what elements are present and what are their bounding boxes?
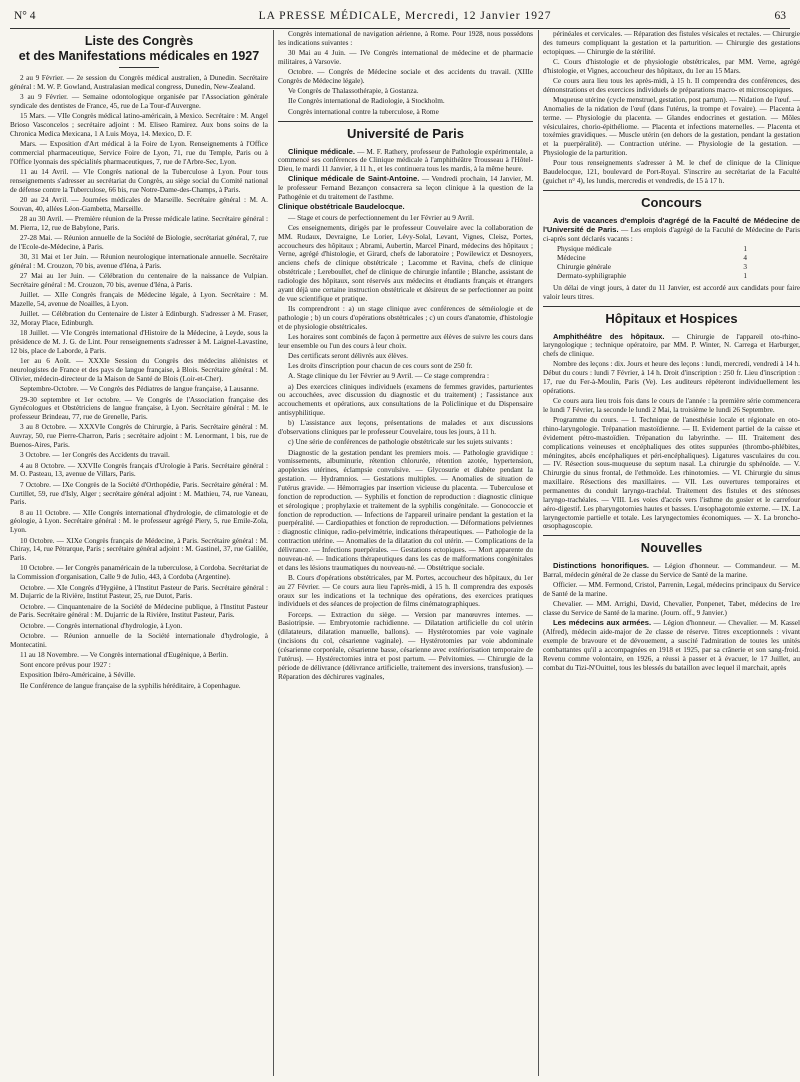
congress-entry: 10 Octobre. — Ier Congrès panaméricain de la tuberculose, à Cordoba. Secrétariat de la Commission d'organisation, Calle 9 de Julio, 443, à Cordoba (Argentine). [10,564,268,582]
congress-list-continued [278,30,533,117]
running-head [10,10,790,29]
congress-entry: Sont encore prévus pour 1927 : [20,661,111,670]
congress-entry: IIe Congrès international de Radiologie, à Stockholm. [288,97,445,106]
article-paragraph: Programme du cours. — I. Technique de l'anesthésie locale et régionale en oto-rhino-laryngologie. Trépanation mastoïdienne. — II. Evidement partiel de la caisse et évidement pétro-mastoïdien. Trépanation du labyrinthe. — III. Traitement des complications veineuses et encéphaliques des otites suppurées (thrombo-phlébites, méningites, abcès encéphaliques et péri-encéphaliques). Ligatures vasculaires du cou. — IV. Résection sous-muqueuse du septum nasal. La chirurgie du sphénoïde. — V. Chirurgie du sinus frontal, de l'ethmoïde. Les rhinotomies. — VI. Chirurgie du sinus maxillaire. Résections des maxillaires. — VII. Les ouvertures temporaires et permanentes du conduit laryngo-trachéal. Traitement des fistules et des sténoses laryngo-trachéales. — VIII. Les voies d'accès vers l'isthme du gosier et le carrefour aéro-digestif. Les pharyngotomies hautes et basses. L'œsophagotomie externe. — IX. La laryngectomie partielle et totale. Les laryngectomies économiques. — X. La broncho-œsophagoscopie. [543,416,800,531]
vacancy-label: Dermato-syphiligraphie [557,271,627,280]
congress-entry: 7 Octobre. — IXe Congrès de la Société d'Orthopédie, Paris. Secrétaire général : M. Curtillet, 59, rue d'Isly, Alger ; secrétaire général adjoint : M. Mathieu, 74, rue Vaneau, Paris. [10,480,268,507]
vacancy-count: 1 [743,245,747,254]
vacancy-row [557,254,747,263]
article-paragraph: C. Cours d'histologie et de physiologie obstétricales, par MM. Verne, agrégé d'histologie, et Vignes, accoucheur des hôpitaux, du 1er au 15 Mars. [543,57,800,75]
article-paragraph: Ils comprendront : a) un stage clinique avec conférences de séméiologie et de pathologie ; b) un cours d'opérations obstétricales ; c) un cours d'anatomie, d'histologie et de physiologie obstétricales. [278,304,533,331]
issue-number: N° 4 [14,10,36,22]
congress-entry: 3 au 9 Février. — Semaine odontologique organisée par l'Association générale syndicale des dentistes de France, 45, rue de La Tour-d'Auvergne. [10,93,268,110]
congress-entry: Juillet. — Célébration du Centenaire de Lister à Edinburgh. S'adresser à M. Fraser, 32, Moray Place, Edinburgh. [10,310,268,328]
congress-entry: IIe Conférence de langue française de la syphilis héréditaire, à Copenhague. [20,681,241,690]
congress-entry: 8 au 11 Octobre. — XIIe Congrès international d'hydrologie, de climatologie et de géologie, à Lyon. Secrétaire général : M. le professeur agrégé Piery, 5, rue Emile-Zola, Lyon. [10,508,268,535]
concours-title: Concours [641,194,702,210]
congress-entry: Mars. — Exposition d'Art médical à la Foire de Lyon. Renseignements à l'Office commercial pharmaceutique, Service Foire de Lyon, 71, rue du Temple, Paris ou à l'Office lyonnais des spécialités pharmaceutiques, 7, rue de l'Arbre-Sec, Lyon. [10,140,268,166]
vacancy-row [557,272,747,281]
congress-entry: Octobre. — Cinquantenaire de la Société de Médecine publique, à l'Institut Pasteur de Paris. Secrétaire général : M. Dujarric de la Rivière, Institut Pasteur, Paris. [10,602,268,620]
vacancy-count: 1 [743,271,747,280]
congress-entry: Congrès international de navigation aérienne, à Rome. Pour 1928, nous possédons les indications suivantes : [278,30,533,47]
column-rule [538,30,539,1076]
section-divider [543,190,800,191]
congress-entry: 4 au 8 Octobre. — XXVIIe Congrès français d'Urologie à Paris. Secrétaire général : M. O. Pasteau, 13, avenue de Villars, Paris. [10,461,268,479]
congress-entry: 29-30 septembre et 1er octobre. — Ve Congrès de l'Association française des Gynécologues et Obstétriciens de langue française, à Lyon. Secrétaire général : M. le professeur Brindeau, 77, rue de Grenelle, Paris. [10,395,268,422]
subhead-agrege: Avis de vacances d'emplois d'agrégé de la Faculté de Médecine de l'Université de Paris. [543,215,800,234]
subhead-amphitheatre: Amphithéâtre des hôpitaux. [553,331,665,341]
article-paragraph: c) Une série de conférences de pathologie obstétricale sur les sujets suivants : [288,438,513,447]
congress-entry: 27-28 Mai. — Réunion annuelle de la Société de Biologie, secrétariat général, 7, rue de l'Ecole-de-Médecine, à Paris. [10,234,268,251]
universite-title: Université de Paris [346,125,465,141]
article-paragraph: Ce cours aura lieu tous les après-midi, à 15 h. Il comprendra des conférences, des démonstrations et des exercices individuels de préparations macro- et microscopiques. [543,77,800,94]
vacancy-count: 4 [743,254,747,263]
congress-entry: 27 Mai au 1er Juin. — Célébration du centenaire de la naissance de Vulpian. Secrétaire général : M. Crouzon, 70 bis, avenue d'Iéna, à Paris. [10,272,268,290]
congress-entry: Septembre-Octobre. — Ve Congrès des Pédiatres de langue française, à Lausanne. [20,385,259,394]
column-right [543,30,800,1076]
article-paragraph: Les droits d'inscription pour chacun de ces cours sont de 250 fr. [288,362,473,371]
article-saint-antoine: Clinique médicale de Saint-Antoine. — Vendredi prochain, 14 Janvier, M. le professeur Fernand Bezançon consacrera sa leçon clinique à la question de la Pathogénie et du traitement de l'asthme. [278,174,533,202]
vacancy-label: Chirurgie générale [557,263,612,272]
vacancy-count: 3 [743,263,747,272]
article-paragraph: a) Des exercices cliniques individuels (examens de femmes gravides, parturientes ou accouchées, avec discussion du diagnostic et du traitement) ; l'assistance aux accouchements et opérations, aux consultations de la Policlinique et du Dispensaire antisyphilitique. [278,382,533,418]
congress-entry: Octobre. — Congrès de Médecine sociale et des accidents du travail. (XIIIe Congrès de Médecine légale). [278,68,533,85]
congress-entry: Juillet. — XIIe Congrès français de Médecine légale, à Lyon. Secrétaire : M. Mazelle, 54, avenue de Noailles, à Lyon. [10,291,268,309]
article-paragraph: Des certificats seront délivrés aux élèves. [288,351,408,360]
article-concours: Avis de vacances d'emplois d'agrégé de la Faculté de Médecine de l'Université de Paris. — Les emplois d'agrégé de la Faculté de Médecine de Paris ci-après sont déclarés vacants : [543,215,800,243]
article-clinique-medicale: Clinique médicale. — M. F. Rathery, professeur de Pathologie expérimentale, a commencé ses conférences de Clinique médicale à l'amphithéâtre Trousseau à l'Hôtel-Dieu, le mardi 11 Janvier, à 11 h., et les continuera tous les mardis, à la même heure. [278,146,533,174]
article-paragraph: périnéales et cervicales. — Réparation des fistules vésicales et rectales. — Chirurgie des tumeurs compliquant la gestation et la parturition. — Chirurgie des gestations ectopiques. — Chirurgie de la stérilité. [543,30,800,56]
congress-entry: Ve Congrès de Thalassothérapie, à Gostanza. [288,87,419,96]
subhead-armees: Les médecins aux armées. [553,618,652,628]
congress-entry: 11 au 18 Novembre. — Ve Congrès international d'Eugénique, à Berlin. [20,651,229,660]
journal-title: LA PRESSE MÉDICALE, Mercredi, 12 Janvier 1927 [258,10,552,22]
section-divider [543,535,800,536]
article-paragraph: Pour tous renseignements s'adresser à M. le chef de clinique de la Clinique Baudelocque, 121, boulevard de Port-Royal. S'inscrire au secrétariat de la Faculté (guichet n° 4), les lundis, mercredis et vendredis, de 15 à 17 h. [543,159,800,186]
congress-entry: Octobre. — Réunion annuelle de la Société internationale d'hydrologie, à Montecatini. [10,631,268,649]
article-paragraph: — Stage et cours de perfectionnement du 1er Février au 9 Avril. [288,213,474,222]
vacancy-label: Physique médicale [557,245,612,254]
congress-entry: 1er au 6 Août. — XXXIe Session du Congrès des médecins aliénistes et neurologistes de France et des pays de langue française, à Blois. Secrétaire général : M. Olivier, médecin-directeur de la Maison de Santé de Blois (Loir-et-Cher). [10,357,268,384]
article-paragraph: Ce cours aura lieu trois fois dans le cours de l'année : la première série commencera le lundi 7 Février, la seconde le lundi 2 Mai, la troisième le lundi 26 Septembre. [543,397,800,415]
page-number: 63 [774,10,786,22]
amphitheatre-details [543,360,800,531]
concours-outro: Un délai de vingt jours, à dater du 11 Janvier, est accordé aux candidats pour faire valoir leurs titres. [543,283,800,301]
congress-entry: 30 Mai au 4 Juin. — IVe Congrès international de médecine et de pharmacie militaires, à Varsovie. [278,49,533,66]
vacancy-label: Médecine [557,254,586,263]
subhead-baudelocque-line [278,203,533,212]
congress-entry: 15 Mars. — VIIe Congrès médical latino-américain, à Mexico. Secrétaire : M. Angel Brioso Vasconcelos ; secrétaire adjoint : M. Eliseo Ramirez. Aux bons soins de la Chronica Medica Mexicana, 1 A Luis Moya, 14. Mexico, D. F. [10,112,268,138]
congress-entry: Congrès international contre la tuberculose, à Rome [288,107,439,116]
article-paragraph: A. Stage clinique du 1er Février au 9 Avril. — Ce stage comprendra : [288,372,489,381]
subhead-baudelocque: Clinique obstétricale Baudelocque. [278,202,405,212]
congress-entry: 30, 31 Mai et 1er Juin. — Réunion neurologique internationale annuelle. Secrétaire général : M. Crouzon, 70 bis, avenue d'Iéna, à Paris. [10,253,268,270]
baudelocque-continued [543,30,800,186]
congress-entry: 11 au 14 Avril. — VIe Congrès national de la Tuberculose à Lyon. Pour tous renseignements s'adresser au secrétariat du Congrès, au siège social du Comité national de défense contre la Tuberculose, 66 bis, rue Notre-Dame-des-Champs, à Paris. [10,168,268,194]
article-paragraph: Forceps. — Extraction du siège. — Version par manœuvres internes. — Basiotripsie. — Embryotomie rachidienne. — Dilatation artificielle du col utérin (dilatateurs, dilatation manuelle, ballons). — Hystérotomies par voie vaginale (incisions du col, césarienne vaginale). — Hystérotomies par voie abdominale (césarienne corporéale, césarienne basse, césarienne avec extériorisation temporaire de l'utérus). — Hystérectomies intra et post partum. — Pelvitomies. — Chirurgie de la période de délivrance (délivrance artificielle, traitement des inversions, transfusion). — Réparation des déchirures vaginales, [278,610,533,681]
congress-entry: 3 au 8 Octobre. — XXXVIe Congrès de Chirurgie, à Paris. Secrétaire général : M. Auvray, 50, rue Pierre-Charron, Paris ; secrétaire adjoint : M. Lenormant, 1 bis, rue de Buenos-Aires, Paris. [10,423,268,450]
column-middle [278,30,533,1076]
article-amphitheatre: Amphithéâtre des hôpitaux. — Chirurgie de l'appareil oto-rhino-laryngologique ; technique opératoire, par MM. P. Winter, N. Carrega et Harburger, chefs de clinique. [543,331,800,359]
article-armees: Les médecins aux armées. — Légion d'honneur. — Chevalier. — M. Kassel (Alfred), médecin aide-major de 2e classe de réserve. Titres exceptionnels : vivant exemple de bravoure et de dévouement, a suscité l'admiration de toutes les unités combattantes qu'il a accompagnées en 1918 et 1925, par sa crânerie et son sang-froid. Revenu comme volontaire, en 1926, a réussi à passer et à évacuer, le 17 Juillet, au combat du Tizi-N'Ouittel, tous les blessés du bataillon avec lequel il marchait, après [543,618,800,672]
congress-list-title: Liste des Congrès et des Manifestations médicales en 1927 [18,34,260,63]
nouvelles-title: Nouvelles [640,540,703,556]
article-paragraph: Ces enseignements, dirigés par le professeur Couvelaire avec la collaboration de MM. Rudaux, Devraigne, Le Lorier, Lévy-Solal, Levant, Vignes, Cleisz, Portes, accoucheurs des hôpitaux ; Abrami, Aubertin, Marcel Pinard, médecins des hôpitaux ; Verne, agrégé d'histologie, et Girard, chefs de laboratoire ; Powilewicz et Desnoyers, anciens chefs de clinique obstétricale ; Lacomme et Ravina, chefs de clinique obstétricale ; Lereboullet, chef de clinique de chirurgie infantile ; Blanche, assistant de radiologie des hôpitaux, sont réservés aux médecins et étudiants français et étrangers ayant déjà une certaine instruction obstétricale et désireux de se perfectionner au point de vue scientifique et pratique. [278,223,533,303]
subhead-saint-antoine: Clinique médicale de Saint-Antoine. [288,174,420,184]
vacancies-table [557,245,800,280]
congress-entry: 3 Octobre. — 1er Congrès des Accidents du travail. [20,451,170,460]
section-divider [543,306,800,307]
officier-paragraph: Officier. — MM. Fermond, Cristol, Parrenin, Legal, médecins principaux du Service de Santé de la marine. [543,581,800,599]
article-paragraph: Diagnostic de la gestation pendant les premiers mois. — Pathologie gravidique : vomissements, albuminurie, rétention chlorurée, rétention azotée, hypertension, apoplexies utérines, éclampsie convulsive. — Glycosurie et diabète pendant la gestation. — Hydramnios. — Gestations multiples. — Anomalies de situation de l'utérus gravide. — Hémorragies par insertion vicieuse du placenta. — Tuberculose et fonction de reproduction. — Syphilis et fonction de reproduction : diagnostic clinique et sérologique ; prophylaxie et traitement de la syphilis congénitale. — Gonococcie et fonction de reproduction. — Infections de l'appareil urinaire pendant la gestation et la puerpéralité. — Cardiopathies et fonction de reproduction. — Déformations pelviennes : diagnostic clinique, radio-pelvimétrie, indications thérapeutiques. — Pathologie de la contraction utérine. — Anomalies de la dilatation du col utérin. — Complications de la délivrance. — Infections puerpérales. — Gestations ectopiques. — Mort apparente du nouveau-né. — Indications thérapeutiques dans les cas de malformations congénitales et dans les lésions traumatiques du nouveau-né. — Obstétrique sociale. [278,448,533,572]
article-paragraph: Nombre des leçons : dix. Jours et heure des leçons : lundi, mercredi, vendredi à 14 h. Début du cours : lundi 7 Février, à 14 h. Droit d'inscription : 250 fr. Lieu d'inscription : 17, rue du Fer-à-Moulin, Paris (Ve). Les auditeurs répéteront individuellement les opérations. [543,360,800,395]
congress-entry: Octobre. — XIe Congrès d'Hygiène, à l'Institut Pasteur de Paris. Secrétaire général : M. Dujarric de la Rivière, Institut Pasteur, 25, rue Dutot, Paris. [10,583,268,601]
congress-entry: 10 Octobre. — XIXe Congrès français de Médecine, à Paris. Secrétaire général : M. Chiray, 14, rue Pétrarque, Paris ; secrétaire général adjoint : M. Gastinel, 37, rue Galilée, Paris. [10,536,268,563]
article-paragraph: Les horaires sont combinés de façon à permettre aux élèves de suivre les cours dans leur ensemble ou l'un des cours à leur choix. [278,332,533,350]
column-left [10,30,268,1076]
hopitaux-title: Hôpitaux et Hospices [605,310,738,326]
subhead-distinctions: Distinctions honorifiques. [553,561,650,571]
congress-entry: 20 au 24 Avril. — Journées médicales de Marseille. Secrétaire général : M. A. Souvan, 40, allées Léon-Gambetta, Marseille. [10,195,268,213]
column-rule [273,30,274,1076]
article-distinctions: Distinctions honorifiques. — Légion d'honneur. — Commandeur. — M. Barral, médecin général de 2e classe du Service de Santé de la marine. [543,561,800,580]
congress-entry: Octobre. — Congrès international d'hydrologie, à Lyon. [20,621,183,630]
section-divider [278,121,533,122]
vacancy-row [557,245,747,254]
subhead-clinique-medicale: Clinique médicale. [288,146,355,156]
congress-entry: 2 au 9 Février. — 2e session du Congrès médical australien, à Dunedin. Secrétaire général : M. W. P. Gowland, Australasian medical congress, Dunedin, New-Zealand. [10,74,268,91]
title-divider [119,67,159,68]
article-baudelocque [278,214,533,682]
article-paragraph: Muqueuse utérine (cycle menstruel, gestation, post partum). — Nidation de l'œuf. — Anomalies de la nidation de l'œuf (dans l'utérus, la trompe et l'ovaire). — Placenta à terme. — Physiologie du placenta. — Glandes endocrines et gestation. — Môles vésiculaires, chorio-épithéliome. — Placenta et infections maternelles. — Placenta et toxémies gravidiques. — Muscle utérin (en dehors de la gestation, pendant la gestation et la puerpéralité). — Contraction utérine. — Physiologie de la gestation. — Physiologie de la parturition. [543,96,800,158]
congress-list [10,74,268,691]
article-paragraph: B. Cours d'opérations obstétricales, par M. Portes, accoucheur des hôpitaux, du 1er au 27 Février. — Ce cours aura lieu l'après-midi, à 15 h. Il comprendra des exposés oraux sur les indications et la technique des opérations, des exercices pratiques individuels et des séances de projection de films cinématographiques. [278,573,533,609]
chevalier-paragraph: Chevalier. — MM. Arrighi, David, Chevalier, Ponpenet, Tabet, médecins de 1re classe du Service de Santé de la marine. (Journ. off., 9 Janvier.) [543,600,800,618]
congress-entry: 28 au 30 Avril. — Première réunion de la Presse médicale latine. Secrétaire général : M. Pierra, 12, rue de Babylone, Paris. [10,215,268,232]
congress-entry: 18 Juillet. — VIe Congrès international d'Histoire de la Médecine, à Leyde, sous la présidence de M. J. G. de Lint. Pour renseignements s'adresser à M. Laignel-Lavastine, 12 bis, place de Laborde, à Paris. [10,329,268,356]
vacancy-row [557,263,747,272]
congress-entry: Exposition Ibéro-Américaine, à Séville. [20,671,136,680]
article-paragraph: b) L'assistance aux leçons, présentations de malades et aux discussions d'observations cliniques par le professeur Couvelaire, tous les jours, à 11 h. [278,419,533,437]
